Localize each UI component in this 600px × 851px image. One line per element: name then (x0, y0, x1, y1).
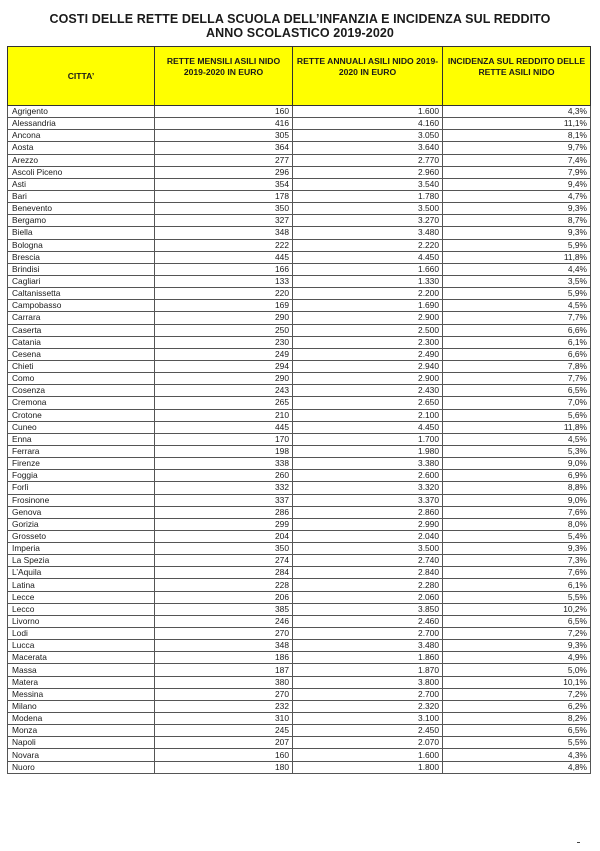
table-cell-incidence: 7,2% (443, 628, 591, 640)
table-cell-annual: 4.450 (293, 251, 443, 263)
header-city: CITTA’ (8, 47, 155, 106)
table-cell-incidence: 7,6% (443, 506, 591, 518)
table-cell-incidence: 4,7% (443, 190, 591, 202)
table-cell-incidence: 5,9% (443, 239, 591, 251)
table-row (8, 348, 591, 360)
table-cell-annual: 1.600 (293, 749, 443, 761)
table-cell-annual: 1.330 (293, 275, 443, 287)
table-cell-city: Lodi (8, 628, 155, 640)
table-cell-monthly: 249 (155, 348, 293, 360)
table-cell-incidence: 5,3% (443, 445, 591, 457)
table-cell-annual: 3.100 (293, 713, 443, 725)
table-cell-annual: 3.380 (293, 458, 443, 470)
table-row (8, 385, 591, 397)
table-cell-annual: 2.900 (293, 312, 443, 324)
table-cell-monthly: 380 (155, 676, 293, 688)
table-cell-incidence: 11,1% (443, 118, 591, 130)
table-row (8, 688, 591, 700)
table-cell-annual: 2.450 (293, 725, 443, 737)
table-cell-city: Gorizia (8, 518, 155, 530)
table-cell-incidence: 4,5% (443, 300, 591, 312)
table-row (8, 676, 591, 688)
table-cell-annual: 3.050 (293, 130, 443, 142)
table-cell-city: Cuneo (8, 421, 155, 433)
table-cell-annual: 4.160 (293, 118, 443, 130)
table-cell-incidence: 7,7% (443, 312, 591, 324)
table-row (8, 628, 591, 640)
table-cell-annual: 1.980 (293, 445, 443, 457)
table-row (8, 725, 591, 737)
table-cell-annual: 3.800 (293, 676, 443, 688)
table-cell-annual: 2.070 (293, 737, 443, 749)
table-row (8, 664, 591, 676)
table-cell-incidence: 6,5% (443, 725, 591, 737)
table-cell-monthly: 290 (155, 373, 293, 385)
table-cell-monthly: 310 (155, 713, 293, 725)
table-cell-incidence: 11,8% (443, 251, 591, 263)
fees-table (7, 46, 591, 774)
table-cell-city: Enna (8, 433, 155, 445)
table-row (8, 737, 591, 749)
table-cell-city: Bologna (8, 239, 155, 251)
table-cell-annual: 2.960 (293, 166, 443, 178)
table-cell-city: Campobasso (8, 300, 155, 312)
table-cell-incidence: 3,5% (443, 275, 591, 287)
table-row (8, 227, 591, 239)
table-cell-annual: 3.850 (293, 603, 443, 615)
table-cell-monthly: 133 (155, 275, 293, 287)
table-cell-city: Brindisi (8, 263, 155, 275)
table-cell-annual: 2.500 (293, 324, 443, 336)
table-cell-city: Macerata (8, 652, 155, 664)
table-cell-city: Genova (8, 506, 155, 518)
table-cell-monthly: 178 (155, 190, 293, 202)
table-cell-city: Benevento (8, 203, 155, 215)
table-cell-monthly: 286 (155, 506, 293, 518)
table-cell-incidence: 9,3% (443, 203, 591, 215)
table-cell-monthly: 166 (155, 263, 293, 275)
table-cell-annual: 2.940 (293, 360, 443, 372)
table-cell-monthly: 299 (155, 518, 293, 530)
table-cell-city: Massa (8, 664, 155, 676)
table-cell-incidence: 8,8% (443, 482, 591, 494)
table-cell-monthly: 232 (155, 700, 293, 712)
table-cell-annual: 2.650 (293, 397, 443, 409)
table-cell-city: Caltanissetta (8, 288, 155, 300)
table-row (8, 288, 591, 300)
table-cell-incidence: 9,3% (443, 227, 591, 239)
table-cell-annual: 2.700 (293, 688, 443, 700)
table-cell-incidence: 4,3% (443, 749, 591, 761)
table-cell-city: Cosenza (8, 385, 155, 397)
table-row (8, 433, 591, 445)
table-cell-city: Asti (8, 178, 155, 190)
table-cell-monthly: 246 (155, 615, 293, 627)
table-row (8, 506, 591, 518)
table-cell-city: Agrigento (8, 106, 155, 118)
table-cell-annual: 3.480 (293, 640, 443, 652)
table-cell-city: Crotone (8, 409, 155, 421)
table-cell-incidence: 7,4% (443, 154, 591, 166)
table-cell-annual: 4.450 (293, 421, 443, 433)
table-cell-city: Matera (8, 676, 155, 688)
table-cell-annual: 3.480 (293, 227, 443, 239)
table-cell-annual: 2.200 (293, 288, 443, 300)
table-cell-monthly: 160 (155, 749, 293, 761)
table-row (8, 458, 591, 470)
table-cell-monthly: 354 (155, 178, 293, 190)
table-cell-monthly: 245 (155, 725, 293, 737)
table-cell-city: Alessandria (8, 118, 155, 130)
table-cell-monthly: 385 (155, 603, 293, 615)
table-cell-monthly: 170 (155, 433, 293, 445)
table-cell-city: Cesena (8, 348, 155, 360)
table-cell-incidence: 8,2% (443, 713, 591, 725)
table-cell-incidence: 9,0% (443, 458, 591, 470)
table-cell-annual: 2.700 (293, 628, 443, 640)
table-cell-monthly: 222 (155, 239, 293, 251)
table-cell-annual: 2.300 (293, 336, 443, 348)
table-row (8, 749, 591, 761)
table-cell-incidence: 7,6% (443, 567, 591, 579)
table-row (8, 251, 591, 263)
table-cell-annual: 2.460 (293, 615, 443, 627)
table-cell-city: Bari (8, 190, 155, 202)
table-cell-monthly: 445 (155, 251, 293, 263)
table-cell-annual: 2.040 (293, 530, 443, 542)
page-subtitle: ANNO SCOLASTICO 2019-2020 (206, 26, 394, 40)
table-cell-incidence: 7,7% (443, 373, 591, 385)
table-cell-incidence: 10,1% (443, 676, 591, 688)
table-row (8, 154, 591, 166)
table-cell-monthly: 204 (155, 530, 293, 542)
table-cell-annual: 2.600 (293, 470, 443, 482)
table-header-row (8, 47, 591, 106)
table-cell-city: Lecce (8, 591, 155, 603)
table-cell-annual: 2.740 (293, 555, 443, 567)
table-cell-incidence: 9,4% (443, 178, 591, 190)
table-cell-monthly: 350 (155, 203, 293, 215)
table-cell-monthly: 284 (155, 567, 293, 579)
table-cell-city: Brescia (8, 251, 155, 263)
table-cell-city: Ascoli Piceno (8, 166, 155, 178)
table-cell-annual: 2.990 (293, 518, 443, 530)
table-cell-annual: 1.860 (293, 652, 443, 664)
table-cell-annual: 3.320 (293, 482, 443, 494)
table-cell-city: Messina (8, 688, 155, 700)
table-row (8, 275, 591, 287)
table-cell-city: Imperia (8, 543, 155, 555)
table-row (8, 761, 591, 773)
table-cell-incidence: 6,5% (443, 615, 591, 627)
table-cell-incidence: 6,6% (443, 348, 591, 360)
table-cell-monthly: 294 (155, 360, 293, 372)
table-cell-city: Caserta (8, 324, 155, 336)
table-cell-city: Lecco (8, 603, 155, 615)
table-cell-city: Carrara (8, 312, 155, 324)
table-cell-monthly: 277 (155, 154, 293, 166)
table-cell-incidence: 4,4% (443, 263, 591, 275)
table-cell-incidence: 4,3% (443, 106, 591, 118)
table-cell-incidence: 7,0% (443, 397, 591, 409)
table-cell-incidence: 5,5% (443, 737, 591, 749)
table-row (8, 263, 591, 275)
table-cell-annual: 2.100 (293, 409, 443, 421)
table-cell-incidence: 6,1% (443, 336, 591, 348)
table-cell-incidence: 4,8% (443, 761, 591, 773)
table-cell-monthly: 220 (155, 288, 293, 300)
table-cell-monthly: 260 (155, 470, 293, 482)
table-row (8, 494, 591, 506)
table-cell-monthly: 332 (155, 482, 293, 494)
table-row (8, 615, 591, 627)
table-cell-incidence: 11,8% (443, 421, 591, 433)
table-cell-city: Livorno (8, 615, 155, 627)
table-cell-city: La Spezia (8, 555, 155, 567)
table-row (8, 518, 591, 530)
table-cell-monthly: 228 (155, 579, 293, 591)
table-cell-city: Latina (8, 579, 155, 591)
table-row (8, 336, 591, 348)
table-cell-monthly: 338 (155, 458, 293, 470)
table-row (8, 445, 591, 457)
table-cell-city: Milano (8, 700, 155, 712)
table-cell-annual: 2.320 (293, 700, 443, 712)
table-cell-monthly: 265 (155, 397, 293, 409)
table-row (8, 300, 591, 312)
table-cell-incidence: 6,9% (443, 470, 591, 482)
table-cell-incidence: 6,6% (443, 324, 591, 336)
table-cell-incidence: 8,7% (443, 215, 591, 227)
table-row (8, 603, 591, 615)
page-title: COSTI DELLE RETTE DELLA SCUOLA DELL’INFANZIA E INCIDENZA SUL REDDITO (49, 12, 551, 26)
table-cell-annual: 2.280 (293, 579, 443, 591)
table-cell-city: Napoli (8, 737, 155, 749)
table-row (8, 713, 591, 725)
table-cell-annual: 3.640 (293, 142, 443, 154)
table-cell-annual: 3.370 (293, 494, 443, 506)
table-cell-city: Frosinone (8, 494, 155, 506)
table-cell-monthly: 207 (155, 737, 293, 749)
table-cell-annual: 2.430 (293, 385, 443, 397)
table-cell-incidence: 6,1% (443, 579, 591, 591)
table-cell-city: Modena (8, 713, 155, 725)
table-cell-city: Foggia (8, 470, 155, 482)
table-row (8, 482, 591, 494)
table-row (8, 409, 591, 421)
table-cell-annual: 2.840 (293, 567, 443, 579)
table-cell-incidence: 8,0% (443, 518, 591, 530)
table-row (8, 373, 591, 385)
table-cell-incidence: 9,3% (443, 543, 591, 555)
table-cell-city: Ferrara (8, 445, 155, 457)
table-cell-city: Biella (8, 227, 155, 239)
header-monthly-fee: RETTE MENSILI ASILI NIDO 2019-2020 IN EURO (155, 47, 293, 106)
table-cell-incidence: 6,5% (443, 385, 591, 397)
table-row (8, 142, 591, 154)
table-row (8, 567, 591, 579)
table-cell-incidence: 9,3% (443, 640, 591, 652)
table-cell-monthly: 270 (155, 688, 293, 700)
table-cell-city: Catania (8, 336, 155, 348)
table-row (8, 178, 591, 190)
table-cell-annual: 1.780 (293, 190, 443, 202)
table-cell-incidence: 9,0% (443, 494, 591, 506)
table-cell-monthly: 210 (155, 409, 293, 421)
table-row (8, 530, 591, 542)
table-cell-city: Bergamo (8, 215, 155, 227)
table-cell-incidence: 4,9% (443, 652, 591, 664)
table-cell-incidence: 6,2% (443, 700, 591, 712)
table-cell-monthly: 186 (155, 652, 293, 664)
table-row (8, 239, 591, 251)
table-cell-incidence: 10,2% (443, 603, 591, 615)
table-cell-city: Ancona (8, 130, 155, 142)
table-body (8, 106, 591, 774)
table-row (8, 470, 591, 482)
table-cell-incidence: 7,8% (443, 360, 591, 372)
table-cell-monthly: 274 (155, 555, 293, 567)
table-cell-incidence: 5,9% (443, 288, 591, 300)
table-cell-monthly: 206 (155, 591, 293, 603)
table-row (8, 579, 591, 591)
table-cell-annual: 2.060 (293, 591, 443, 603)
table-cell-annual: 1.870 (293, 664, 443, 676)
table-cell-annual: 2.770 (293, 154, 443, 166)
table-row (8, 421, 591, 433)
table-cell-incidence: 4,5% (443, 433, 591, 445)
table-cell-annual: 2.220 (293, 239, 443, 251)
table-cell-annual: 1.800 (293, 761, 443, 773)
table-cell-incidence: 5,5% (443, 591, 591, 603)
table-cell-monthly: 416 (155, 118, 293, 130)
table-cell-city: Novara (8, 749, 155, 761)
table-cell-incidence: 5,0% (443, 664, 591, 676)
table-cell-city: Cagliari (8, 275, 155, 287)
table-cell-incidence: 5,6% (443, 409, 591, 421)
table-cell-incidence: 9,7% (443, 142, 591, 154)
table-row (8, 640, 591, 652)
table-cell-monthly: 180 (155, 761, 293, 773)
table-cell-monthly: 187 (155, 664, 293, 676)
table-cell-monthly: 348 (155, 227, 293, 239)
table-cell-monthly: 337 (155, 494, 293, 506)
table-cell-city: Cremona (8, 397, 155, 409)
table-cell-monthly: 290 (155, 312, 293, 324)
table-cell-incidence: 8,1% (443, 130, 591, 142)
table-cell-monthly: 243 (155, 385, 293, 397)
table-cell-city: Lucca (8, 640, 155, 652)
header-annual-fee: RETTE ANNUALI ASILI NIDO 2019-2020 IN EURO (293, 47, 443, 106)
table-cell-incidence: 7,2% (443, 688, 591, 700)
table-cell-incidence: 7,9% (443, 166, 591, 178)
table-cell-annual: 2.490 (293, 348, 443, 360)
table-cell-monthly: 327 (155, 215, 293, 227)
table-row (8, 118, 591, 130)
table-cell-annual: 1.660 (293, 263, 443, 275)
table-cell-annual: 3.270 (293, 215, 443, 227)
table-cell-annual: 1.600 (293, 106, 443, 118)
table-row (8, 700, 591, 712)
table-cell-incidence: 7,3% (443, 555, 591, 567)
table-row (8, 397, 591, 409)
header-income-incidence: INCIDENZA SUL REDDITO DELLE RETTE ASILI NIDO (443, 47, 591, 106)
table-cell-city: Chieti (8, 360, 155, 372)
table-cell-annual: 2.900 (293, 373, 443, 385)
table-cell-city: Firenze (8, 458, 155, 470)
table-cell-city: Grosseto (8, 530, 155, 542)
table-cell-monthly: 250 (155, 324, 293, 336)
table-cell-incidence: 5,4% (443, 530, 591, 542)
table-cell-city: Arezzo (8, 154, 155, 166)
table-row (8, 203, 591, 215)
table-cell-monthly: 296 (155, 166, 293, 178)
table-cell-monthly: 445 (155, 421, 293, 433)
table-row (8, 312, 591, 324)
table-cell-monthly: 160 (155, 106, 293, 118)
table-cell-city: Como (8, 373, 155, 385)
table-cell-monthly: 364 (155, 142, 293, 154)
table-cell-city: Aosta (8, 142, 155, 154)
page-mark (577, 842, 580, 843)
table-row (8, 324, 591, 336)
table-row (8, 652, 591, 664)
table-cell-monthly: 169 (155, 300, 293, 312)
table-cell-monthly: 350 (155, 543, 293, 555)
table-row (8, 555, 591, 567)
table-cell-city: Nuoro (8, 761, 155, 773)
table-cell-monthly: 348 (155, 640, 293, 652)
table-row (8, 190, 591, 202)
table-row (8, 130, 591, 142)
table-cell-annual: 1.700 (293, 433, 443, 445)
table-row (8, 543, 591, 555)
table-cell-annual: 2.860 (293, 506, 443, 518)
table-row (8, 166, 591, 178)
table-cell-monthly: 270 (155, 628, 293, 640)
table-row (8, 215, 591, 227)
table-cell-monthly: 230 (155, 336, 293, 348)
table-row (8, 106, 591, 118)
table-cell-monthly: 305 (155, 130, 293, 142)
table-cell-annual: 3.500 (293, 543, 443, 555)
table-cell-annual: 3.540 (293, 178, 443, 190)
table-row (8, 591, 591, 603)
table-cell-city: Forlì (8, 482, 155, 494)
table-cell-monthly: 198 (155, 445, 293, 457)
table-cell-annual: 3.500 (293, 203, 443, 215)
table-row (8, 360, 591, 372)
table-cell-annual: 1.690 (293, 300, 443, 312)
table-cell-city: L’Aquila (8, 567, 155, 579)
table-cell-city: Monza (8, 725, 155, 737)
